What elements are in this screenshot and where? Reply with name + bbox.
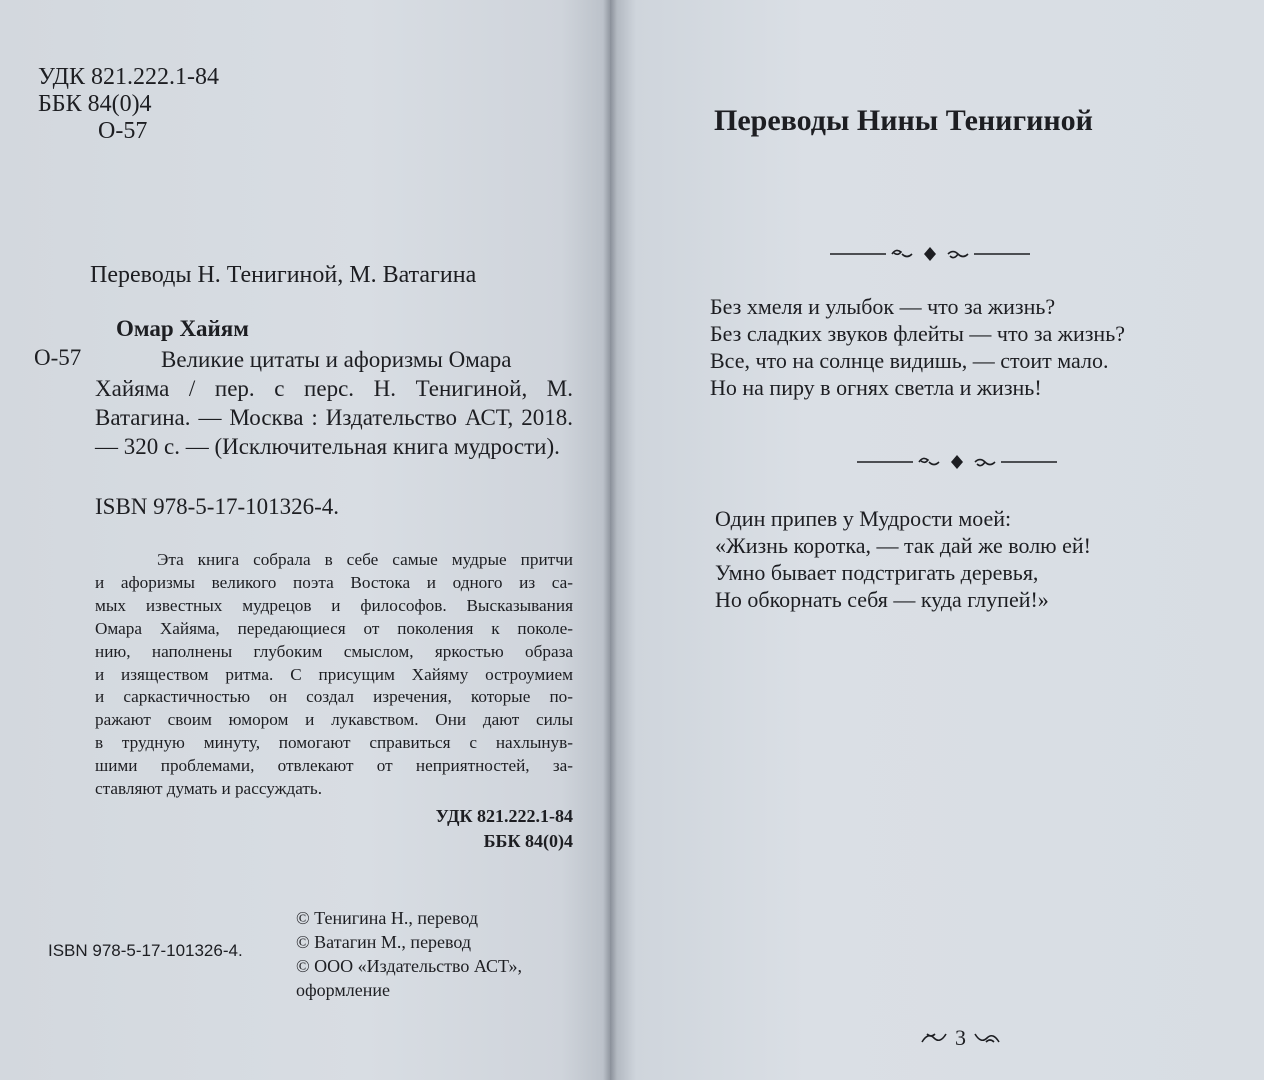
left-flourish-icon	[919, 1028, 949, 1048]
annotation-line: Омара Хайяма, передающиеся от поколения к поколе-	[95, 618, 573, 638]
verse-line: Один припев у Мудрости моей:	[715, 506, 1012, 531]
verse-line: «Жизнь коротка, — так дай же волю ей!	[715, 533, 1091, 558]
book-spine-shadow	[603, 0, 617, 1080]
annotation-line: и изяществом ритма. С присущим Хайяму остроумием	[95, 664, 573, 684]
isbn-main: ISBN 978-5-17-101326-4.	[95, 494, 340, 519]
catalog-code: О-57	[34, 345, 82, 370]
annotation-line: Эта книга собрала в себе самые мудрые притчи	[157, 550, 573, 569]
annotation-line: ражают своим юмором и лукавством. Они дают силы	[95, 710, 573, 730]
fleuron-divider-icon	[857, 452, 1057, 472]
udk-code-bottom: УДК 821.222.1-84	[435, 806, 573, 826]
verse-line: Умно бывает подстригать деревья,	[715, 560, 1039, 585]
bbk-code: ББК 84(0)4	[38, 91, 152, 117]
annotation-line: нию, наполнены глубоким смыслом, яркостью образа	[95, 641, 573, 661]
copyright-line: © Ватагин М., перевод	[296, 932, 472, 952]
fleuron-divider-icon	[830, 244, 1030, 264]
verse-line: Без хмеля и улыбок — что за жизнь?	[710, 294, 1056, 319]
udk-footer-block	[380, 804, 573, 854]
verse-line: Без сладких звуков флейты — что за жизнь?	[710, 321, 1126, 346]
udk-header-block	[38, 64, 219, 145]
copyright-line: © ООО «Издательство АСТ»,	[296, 956, 523, 976]
verse-line: Все, что на солнце видишь, — стоит мало.	[710, 348, 1109, 373]
udk-code: УДК 821.222.1-84	[38, 64, 219, 90]
verse-quatrain-1	[710, 293, 1125, 401]
copyright-line: оформление	[296, 980, 391, 1000]
page-number-block	[919, 1023, 1002, 1053]
page-number: 3	[955, 1025, 966, 1050]
annotation-paragraph	[95, 549, 573, 801]
translators-line: Переводы Н. Тенигиной, М. Ватагина	[90, 262, 477, 288]
annotation-line: и афоризмы великого поэта Востока и одного из са-	[95, 572, 573, 592]
bibliographic-entry-title: Великие цитаты и афоризмы Омара	[161, 347, 512, 372]
annotation-line: в трудную минуту, помогают справиться с нахлынув-	[95, 733, 573, 753]
annotation-line: и саркастичностью он создал изречения, которые по-	[95, 687, 573, 707]
annotation-line: шими проблемами, отвлекают от неприятностей, за-	[95, 756, 573, 776]
copyright-block	[296, 906, 522, 1002]
verse-quatrain-2	[715, 505, 1091, 613]
verse-line: Но на пиру в огнях светла и жизнь!	[710, 375, 1042, 400]
isbn-bottom: ISBN 978-5-17-101326-4.	[48, 941, 243, 960]
bbk-code-bottom: ББК 84(0)4	[483, 831, 573, 851]
section-title: Переводы Нины Тенигиной	[714, 104, 1093, 137]
bibliographic-entry	[95, 345, 573, 461]
annotation-line: мых известных мудрецов и философов. Высказывания	[95, 595, 573, 615]
annotation-line: ставляют думать и рассуждать.	[95, 779, 323, 799]
bibliographic-entry-details: Хайяма / пер. с перс. Н. Тенигиной, М. Ватагина. — Москва : Издательство АСТ, 2018. — 320 с. — (Исключительная книга мудрости).	[95, 376, 573, 459]
author-name: Омар Хайям	[116, 316, 249, 341]
right-flourish-icon	[972, 1028, 1002, 1048]
author-sign-code: О-57	[98, 118, 148, 144]
copyright-line: © Тенигина Н., перевод	[296, 908, 479, 928]
verse-line: Но обкорнать себя — куда глупей!»	[715, 587, 1049, 612]
